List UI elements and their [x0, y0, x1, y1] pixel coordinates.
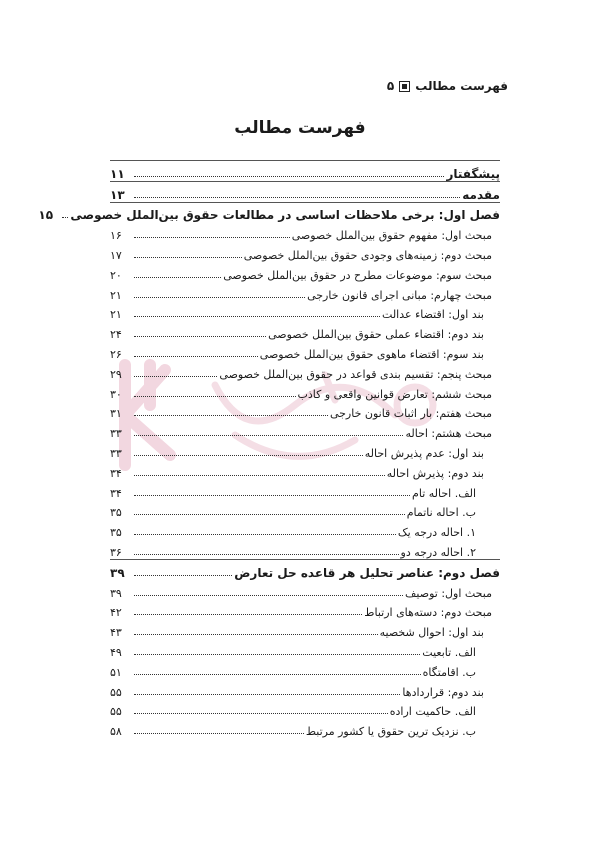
toc-entry-page: ۳۹ — [110, 565, 125, 580]
toc-entry — [110, 440, 500, 460]
dot-leader — [134, 355, 258, 357]
toc-entry-title: بند دوم: قراردادها — [402, 685, 484, 699]
toc-entry-page: ۳۴ — [110, 466, 122, 480]
toc-entry-title: فصل اول: برخی ملاحظات اساسی در مطالعات حقوق بین‌الملل خصوصی — [70, 208, 500, 223]
toc-entry-page: ۱۶ — [110, 229, 122, 243]
toc-entry-page: ۱۱ — [110, 166, 125, 181]
toc-entry — [110, 600, 500, 620]
page-title: فهرست مطالب — [234, 118, 366, 138]
dot-leader — [134, 673, 421, 675]
toc-entry-title: ۱. احاله درجه یک — [397, 526, 476, 540]
toc-entry — [110, 381, 500, 401]
toc-entry-title: بند سوم: اقتضاء ماهوی حقوق بین‌الملل خصوصی — [259, 347, 484, 361]
toc-entry — [110, 659, 500, 679]
toc-entry-title: بند اول: احوال شخصیه — [379, 626, 484, 640]
dot-leader — [134, 296, 305, 298]
dot-leader — [134, 494, 410, 496]
dot-leader — [62, 216, 68, 218]
toc-entry-page: ۴۳ — [110, 626, 122, 640]
toc-entry-title: فصل دوم: عناصر تحلیل هر قاعده حل تعارض — [234, 565, 500, 580]
dot-leader — [134, 712, 388, 714]
toc-entry-page: ۳۳ — [110, 446, 122, 460]
toc-entry-title: مبحث پنجم: تقسیم بندی قواعد در حقوق بین‌الملل خصوصی — [219, 367, 492, 381]
toc-entry-page: ۲۶ — [110, 347, 122, 361]
toc-entry-title: مبحث اول: توصیف — [405, 586, 492, 600]
toc-entry — [38, 202, 500, 223]
toc-entry-title: مقدمه — [462, 187, 500, 202]
toc-entry — [110, 500, 500, 520]
dot-leader — [134, 335, 266, 337]
toc-entry — [110, 361, 500, 381]
dot-leader — [134, 375, 217, 377]
toc-entry-page: ۵۸ — [110, 725, 122, 739]
toc-entry-title: مبحث سوم: موضوعات مطرح در حقوق بین‌الملل خصوصی — [223, 268, 492, 282]
dot-leader — [134, 236, 290, 238]
toc-entry-title: ۲. احاله درجه دو — [400, 545, 476, 559]
dot-leader — [134, 513, 405, 515]
toc-entry — [110, 222, 500, 242]
toc-entry-page: ۵۵ — [110, 685, 122, 699]
toc-entry-page: ۴۹ — [110, 645, 122, 659]
toc-entry — [110, 401, 500, 421]
dot-leader — [134, 196, 460, 198]
toc-entry-page: ۳۵ — [110, 526, 122, 540]
toc-entry-page: ۱۵ — [38, 208, 54, 223]
toc-entry-title: مبحث ششم: تعارض قوانین واقعی و کاذب — [297, 387, 492, 401]
dot-leader — [134, 434, 403, 436]
toc-entry — [110, 559, 500, 580]
toc-entry-title: بند دوم: اقتضاء عملی حقوق بین‌الملل خصوصی — [268, 328, 484, 342]
toc-entry — [110, 679, 500, 699]
toc-entry-title: مبحث دوم: زمینه‌های وجودی حقوق بین‌الملل خصوصی — [243, 248, 492, 262]
dot-leader — [134, 256, 242, 258]
toc-entry-title: پیشگفتار — [446, 166, 500, 181]
toc-entry — [110, 341, 500, 361]
toc-entry-page: ۳۵ — [110, 506, 122, 520]
toc-entry-title: مبحث دوم: دسته‌های ارتباط — [364, 606, 492, 620]
toc-entry-title: بند دوم: پذیرش احاله — [386, 466, 484, 480]
toc-entry — [110, 262, 500, 282]
toc-entry — [110, 242, 500, 262]
toc-entry-title: بند اول: اقتضاء عدالت — [382, 308, 484, 322]
dot-leader — [134, 633, 378, 635]
toc-entry — [110, 321, 500, 341]
dot-leader — [134, 653, 420, 655]
toc-entry — [110, 420, 500, 440]
toc-entry — [110, 699, 500, 719]
toc-entry-title: الف. حاکمیت اراده — [389, 705, 476, 719]
toc-entry-title: بند اول: عدم پذیرش احاله — [364, 446, 484, 460]
toc-entry — [110, 181, 500, 202]
square-bullet-icon — [399, 81, 410, 92]
dot-leader — [134, 395, 296, 397]
dot-leader — [134, 553, 399, 555]
toc-entry — [110, 519, 500, 539]
dot-leader — [134, 315, 380, 317]
toc-entry-title: ب. نزدیک ترین حقوق یا کشور مرتبط — [305, 725, 476, 739]
toc-entry-title: الف. احاله تام — [412, 486, 476, 500]
toc-entry-page: ۴۲ — [110, 606, 122, 620]
toc-entry-page: ۲۴ — [110, 328, 122, 342]
toc-entry-title: ب. احاله ناتمام — [406, 506, 476, 520]
table-of-contents — [38, 160, 500, 739]
dot-leader — [134, 474, 385, 476]
dot-leader — [134, 414, 328, 416]
toc-entry — [110, 480, 500, 500]
toc-entry — [110, 639, 500, 659]
toc-entry — [110, 460, 500, 480]
dot-leader — [134, 533, 396, 535]
dot-leader — [134, 454, 363, 456]
toc-entry-page: ۵۱ — [110, 665, 122, 679]
dot-leader — [134, 613, 362, 615]
toc-entry — [110, 302, 500, 322]
toc-entry-title: ب. اقامتگاه — [422, 665, 476, 679]
dot-leader — [134, 732, 304, 734]
dot-leader — [134, 276, 221, 278]
toc-entry-page: ۱۷ — [110, 248, 122, 262]
toc-entry-page: ۲۱ — [110, 308, 122, 322]
toc-entry-page: ۳۱ — [110, 407, 122, 421]
page-number: ۵ — [386, 79, 395, 93]
toc-entry — [110, 539, 500, 559]
toc-entry — [110, 282, 500, 302]
toc-entry-page: ۳۹ — [110, 586, 122, 600]
running-header — [387, 79, 508, 93]
toc-entry-title: مبحث هفتم: بار اثبات قانون خارجی — [329, 407, 492, 421]
toc-entry-page: ۳۰ — [110, 387, 122, 401]
toc-entry-page: ۲۹ — [110, 367, 122, 381]
toc-entry-title: مبحث هشتم: احاله — [405, 427, 492, 441]
toc-entry-page: ۳۶ — [110, 545, 122, 559]
toc-entry-page: ۳۳ — [110, 427, 122, 441]
toc-entry-page: ۲۱ — [110, 288, 122, 302]
dot-leader — [134, 594, 403, 596]
toc-entry — [110, 160, 500, 181]
toc-entry — [110, 580, 500, 600]
toc-entry — [110, 619, 500, 639]
running-header-title: فهرست مطالب — [415, 79, 508, 93]
toc-entry-page: ۳۴ — [110, 486, 122, 500]
toc-entry-title: الف. تابعیت — [422, 645, 476, 659]
dot-leader — [134, 693, 400, 695]
toc-entry-page: ۵۵ — [110, 705, 122, 719]
toc-entry-page: ۲۰ — [110, 268, 122, 282]
dot-leader — [134, 175, 444, 177]
toc-entry-page: ۱۳ — [110, 187, 125, 202]
dot-leader — [134, 574, 232, 576]
toc-entry-title: مبحث چهارم: مبانی اجرای قانون خارجی — [307, 288, 492, 302]
toc-entry — [110, 718, 500, 738]
toc-entry-title: مبحث اول: مفهوم حقوق بین‌الملل خصوصی — [291, 229, 492, 243]
